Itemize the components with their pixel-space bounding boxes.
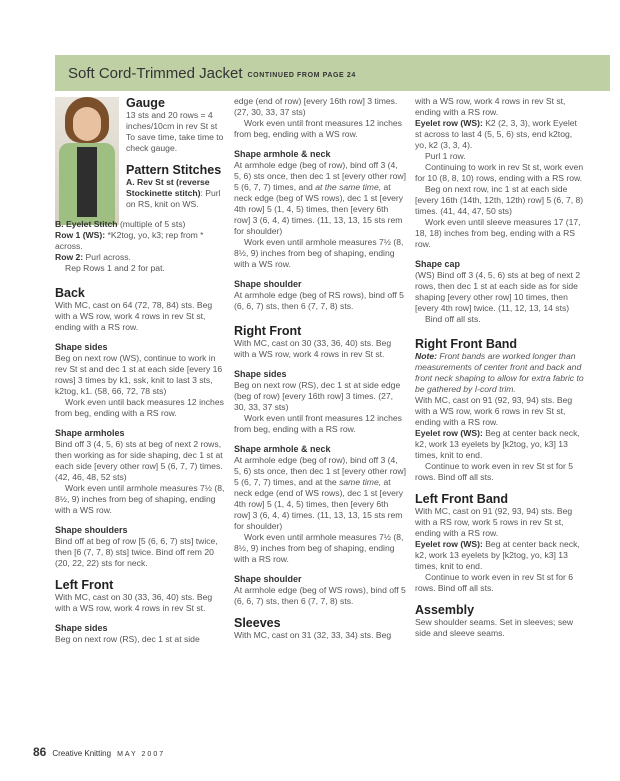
rf-shape-sides-text: Beg on next row (RS), dec 1 st at side edge (beg of row) [every 16th row] 3 times. (27, 30, 33, 37 sts) [234, 380, 401, 412]
repeat-note: Rep Rows 1 and 2 for pat. [65, 263, 165, 273]
lfb-eyelet-row: Eyelet row (WS): Beg at center back neck, k2, work 13 eyelets by [k2tog, yo, k3] 13 times, knit to end. [415, 539, 580, 571]
shape-cap-heading: Shape cap [415, 259, 461, 269]
rfb-eyelet-row: Eyelet row (WS): Beg at center back neck, k2, work 13 eyelets by [k2tog, yo, k3] 13 times, knit to end. [415, 428, 580, 460]
sleeve-eyelet-row: Eyelet row (WS): K2 (2, 3, 3), work Eyelet st across to last 4 (5, 5, 6) sts, end k2tog, yo, k2 (3, 3, 4). [415, 118, 577, 150]
rf-armhole-neck-text-2: Work even until armhole measures 7½ (8, 8½, 9) inches from beg of shaping, ending with a RS row. [234, 532, 404, 564]
gauge-block [126, 96, 225, 210]
right-front-text: With MC, cast on 30 (33, 36, 40) sts. Beg with a WS row, work 4 rows in rev St st. [234, 338, 392, 359]
c3-p1: with a WS row, work 4 rows in rev St st, ending with a RS row. [415, 96, 566, 117]
rfb-text-2: Continue to work even in rev St st for 5 rows. Bind off all sts. [415, 461, 574, 482]
assembly-text: Sew shoulder seams. Set in sleeves; sew side and sleeve seams. [415, 617, 574, 638]
rf-shape-sides-heading: Shape sides [234, 369, 287, 379]
rf-shoulder-heading: Shape shoulder [234, 574, 302, 584]
assembly-heading: Assembly [415, 603, 475, 617]
c2-p2: Work even until front measures 12 inches from beg, ending with a WS row. [234, 118, 402, 139]
gauge-note: To save time, take time to check gauge. [126, 132, 224, 153]
row-1: Row 1 (WS): *K2tog, yo, k3; rep from * across. [55, 230, 204, 251]
lf-shoulder-text: At armhole edge (beg of RS rows), bind off 5 (6, 6, 7) sts, then 6 (7, 7, 8) sts. [234, 290, 404, 311]
rfb-text: With MC, cast on 91 (92, 93, 94) sts. Beg with a WS row, work 6 rows in rev St st, ending with a RS row. [415, 395, 573, 427]
band-note: Note: Front bands are worked longer than measurements of center front and back and front neck shaping to allow for extra fabric to be gathered by I-cord trim. [415, 351, 584, 394]
c3-p3: Beg on next row, inc 1 st at each side [every 16th (14th, 12th, 12th) row] 5 (6, 7, 8) times. (41, 44, 47, 50 sts) [415, 184, 584, 216]
shape-armholes-text: Bind off 3 (4, 5, 6) sts at beg of next 2 rows, then working as for side shaping, dec 1 st at each side [every other row] 5 (6, 7, 7) times. (42, 46, 48, 52 sts) [55, 439, 223, 482]
rf-armhole-neck-heading: Shape armhole & neck [234, 444, 331, 454]
c2-p1: edge (end of row) [every 16th row] 3 times. (27, 30, 33, 37 sts) [234, 96, 398, 117]
magazine-name: Creative Knitting [52, 749, 112, 758]
shape-cap-text-2: Bind off all sts. [425, 314, 481, 324]
column-1 [55, 96, 225, 645]
lf-shape-sides-heading: Shape sides [55, 623, 108, 633]
left-front-band-heading: Left Front Band [415, 492, 509, 506]
column-3 [415, 96, 585, 639]
page-banner [55, 55, 610, 91]
issue-month: MAY 2007 [117, 751, 166, 758]
pattern-title: Soft Cord-Trimmed Jacket [68, 64, 243, 82]
page-footer [33, 745, 165, 759]
rf-armhole-neck-text: At armhole edge (beg of row), bind off 3 (4, 5, 6) sts once, then dec 1 st [every other row] 5 (6, 7, 7) times, and at the same time, at neck edge (end of WS rows), dec 1 st [every 4th row] 5 (1, 4, 5) times, then [every 6th row] 3 (6, 4, 4) times. (11, 13, 13, 15 sts rem for shoulder) [234, 455, 406, 531]
left-front-heading: Left Front [55, 578, 114, 592]
shape-armholes-heading: Shape armholes [55, 428, 125, 438]
page-number: 86 [33, 745, 47, 759]
column-2 [234, 96, 406, 641]
gauge-text: 13 sts and 20 rows = 4 inches/10cm in rev St st [126, 110, 218, 131]
rf-shape-sides-text-2: Work even until front measures 12 inches from beg, ending with a RS row. [234, 413, 402, 434]
shape-cap-text: (WS) Bind off 3 (4, 5, 6) sts at beg of next 2 rows, then dec 1 st at each side as for side shaping [every other row] 10 times, then [every 4th row] twice. (11, 12, 13, 14 sts) [415, 270, 581, 313]
lfb-text: With MC, cast on 91 (92, 93, 94) sts. Beg with a RS row, work 5 rows in rev St st, ending with a RS row. [415, 506, 573, 538]
row-2: Row 2: Purl across. [55, 252, 131, 262]
rf-shoulder-text: At armhole edge (beg of WS rows), bind off 5 (6, 6, 7) sts, then 6 (7, 7, 8) sts. [234, 585, 406, 606]
shape-shoulders-text: Bind off at beg of row [5 (6, 6, 7) sts] twice, then [6 (7, 7, 8) sts] twice. Bind off rem 20 (20, 22, 22) sts for neck. [55, 536, 218, 568]
right-front-band-heading: Right Front Band [415, 337, 518, 351]
shape-shoulders-heading: Shape shoulders [55, 525, 128, 535]
stitch-a: A. Rev St st (reverse Stockinette stitch): Purl on RS, knit on WS. [126, 177, 221, 209]
pattern-stitches-heading: Pattern Stitches [126, 163, 222, 177]
shape-armholes-text-2: Work even until armhole measures 7½ (8, 8½, 9) inches from beg of shaping, ending with a WS row. [55, 483, 225, 515]
sleeves-text: With MC, cast on 31 (32, 33, 34) sts. Beg [234, 630, 392, 640]
lfb-text-2: Continue to work even in rev St st for 6 rows. Bind off all sts. [415, 572, 574, 593]
lf-shape-sides-text: Beg on next row (RS), dec 1 st at side [55, 634, 200, 644]
shape-sides-text-2: Work even until back measures 12 inches from beg, ending with a RS row. [55, 397, 224, 418]
back-heading: Back [55, 286, 85, 300]
lf-armhole-neck-heading: Shape armhole & neck [234, 149, 331, 159]
lf-armhole-neck-text: At armhole edge (beg of row), bind off 3 (4, 5, 6) sts once, then dec 1 st [every other row] 5 (6, 7, 7) times, and at the same time, at neck edge (beg of WS rows), dec 1 st [every 4th row] 5 (1, 4, 5) times, then [every 6th row] 3 (6, 4, 4) times. (11, 13, 13, 15 sts rem for shoulder) [234, 160, 406, 236]
left-front-text: With MC, cast on 30 (33, 36, 40) sts. Beg with a WS row, work 4 rows in rev St st. [55, 592, 213, 613]
back-text: With MC, cast on 64 (72, 78, 84) sts. Beg with a WS row, work 4 rows in rev St st, ending with a RS row. [55, 300, 213, 332]
continued-note: CONTINUED FROM PAGE 24 [247, 71, 356, 79]
c3-p4: Work even until sleeve measures 17 (17, 18, 18) inches from beg, ending with a RS row. [415, 217, 581, 249]
lf-shoulder-heading: Shape shoulder [234, 279, 302, 289]
right-front-heading: Right Front [234, 324, 302, 338]
gauge-heading: Gauge [126, 96, 165, 110]
shape-sides-text: Beg on next row (WS), continue to work in rev St st and dec 1 st at each side [every 16 rows] 3 times by k1, ssk, knit to last 3 sts, k2tog, k1. (58, 66, 72, 78 sts) [55, 353, 223, 396]
sleeves-heading: Sleeves [234, 616, 281, 630]
purl-row: Purl 1 row. [425, 151, 466, 161]
c3-p2: Continuing to work in rev St st, work even for 10 (8, 8, 10) rows, ending with a RS row. [415, 162, 584, 183]
stitch-b: B. Eyelet Stitch (multiple of 5 sts) [55, 219, 186, 229]
shape-sides-heading: Shape sides [55, 342, 108, 352]
lf-armhole-neck-text-2: Work even until armhole measures 7½ (8, 8½, 9) inches from beg of shaping, ending with a WS row. [234, 237, 404, 269]
